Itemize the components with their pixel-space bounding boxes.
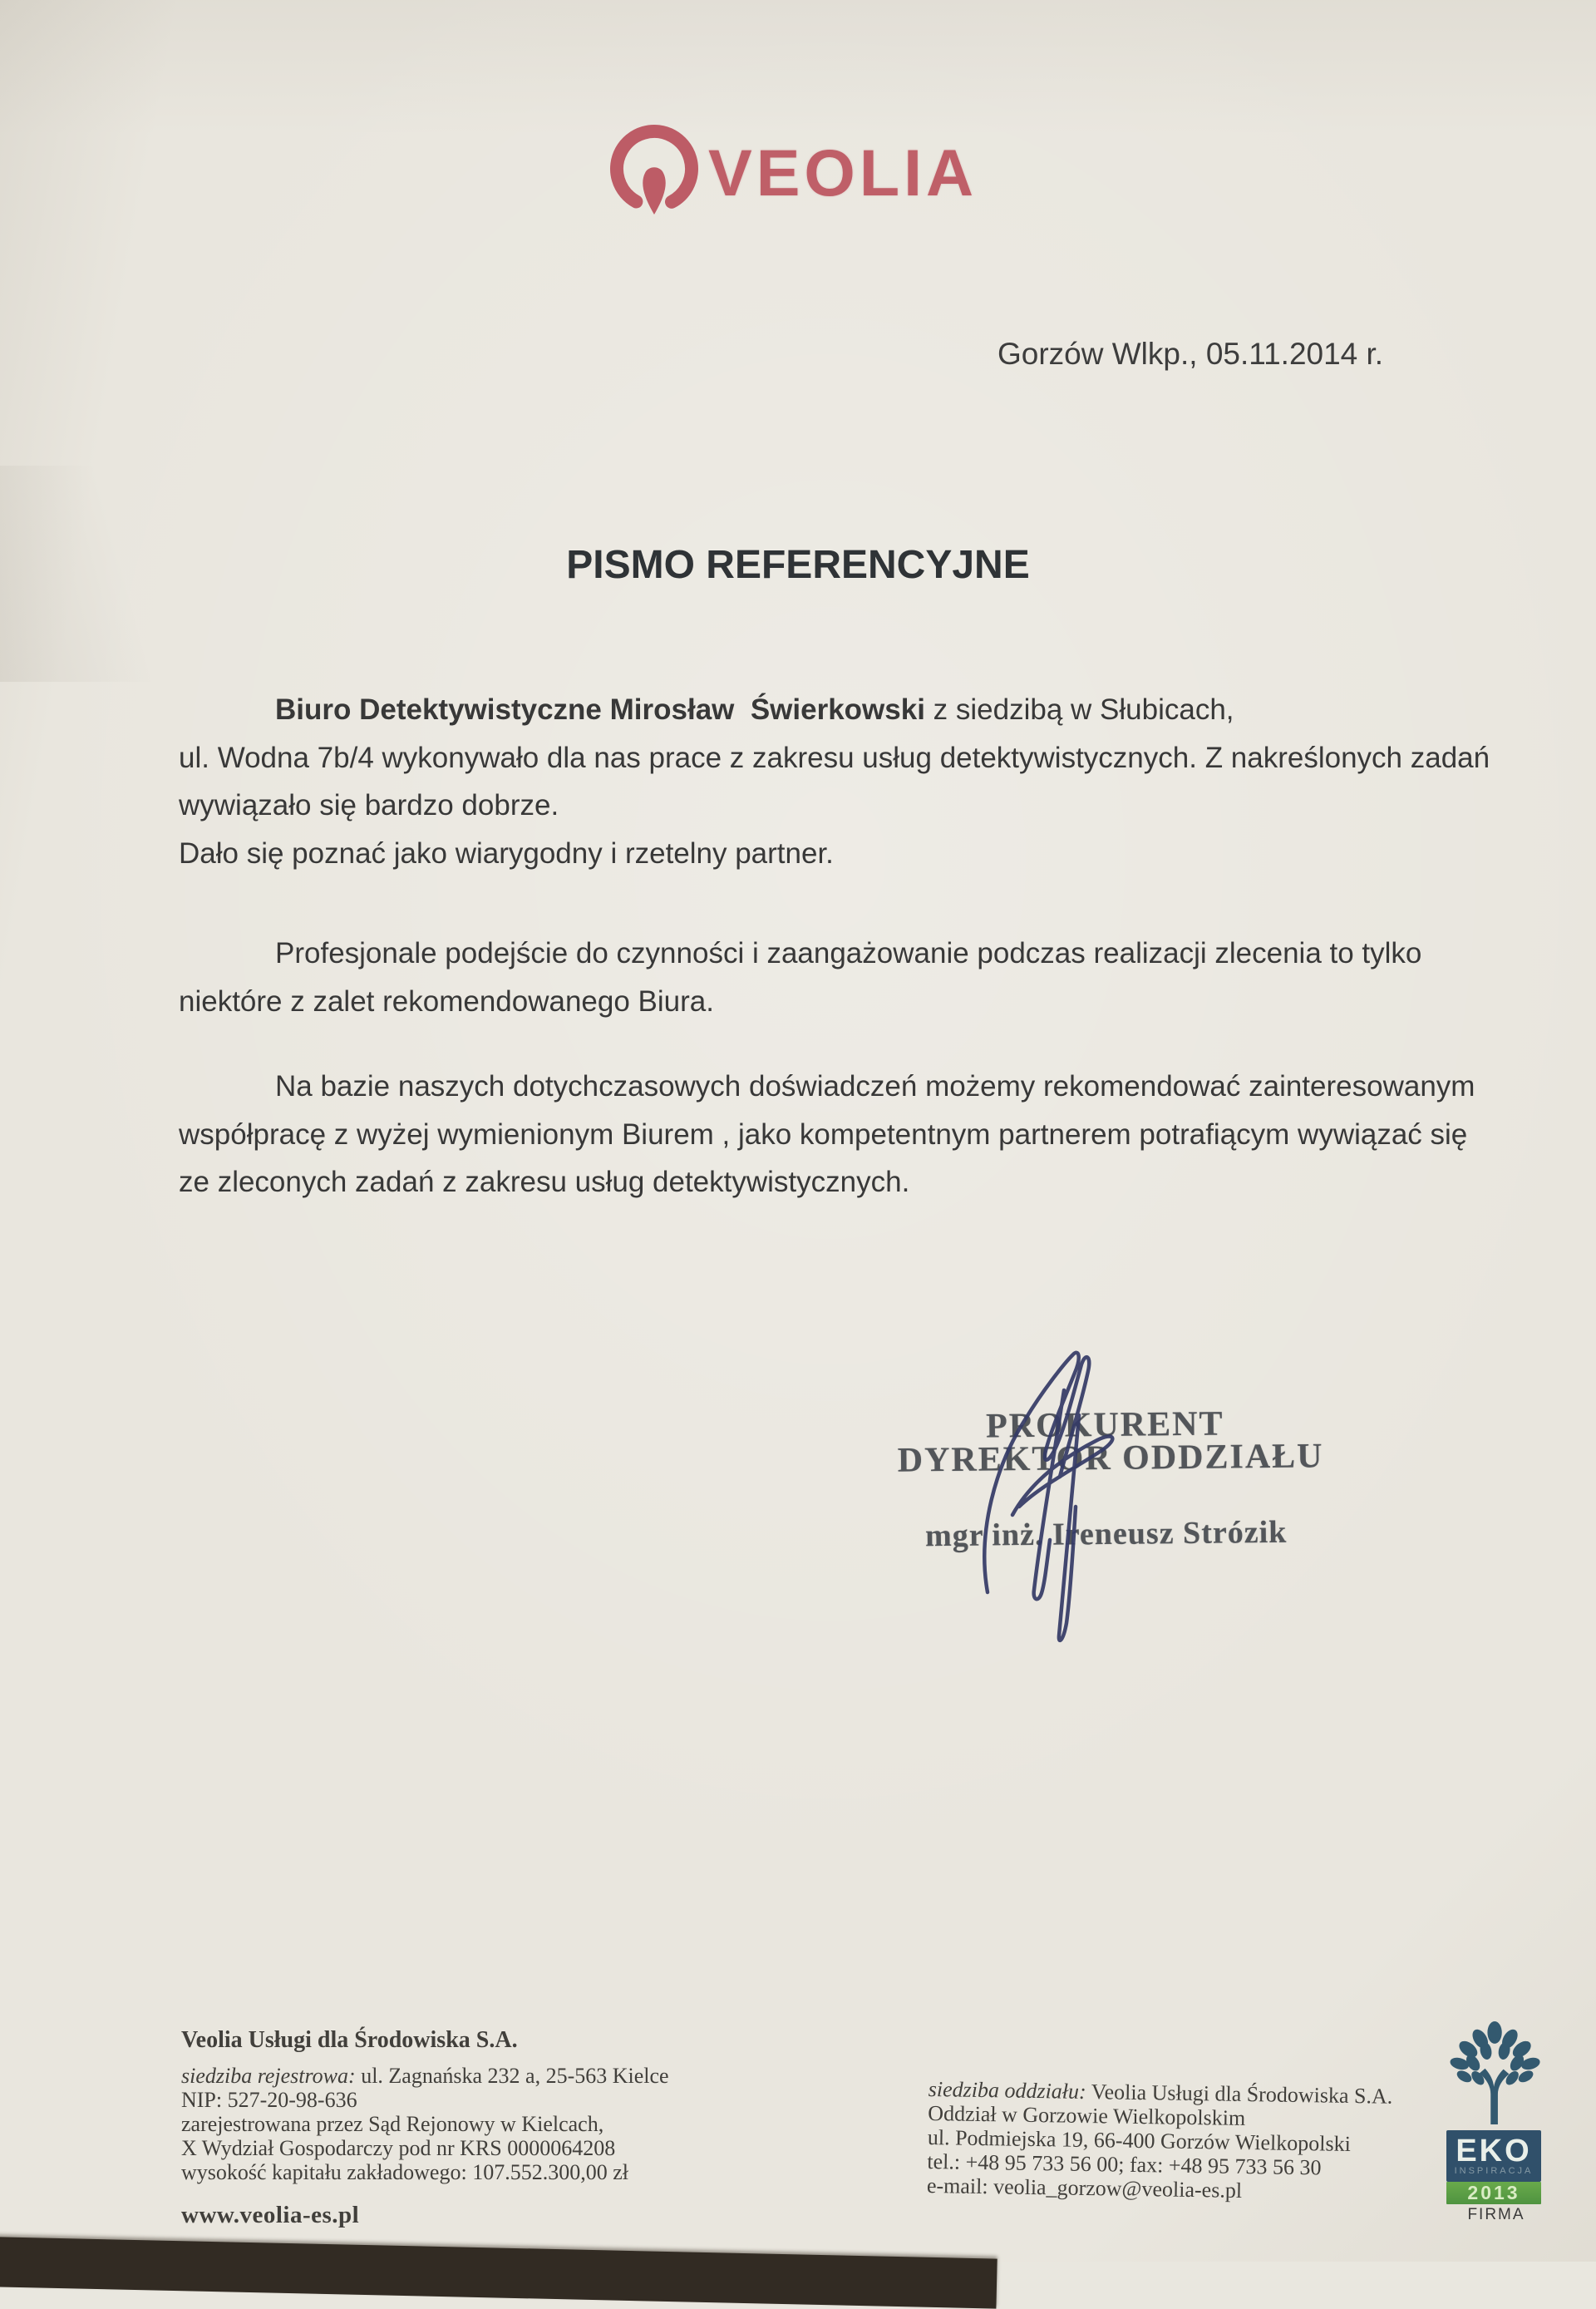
- footer-nip: NIP: 527-20-98-636: [181, 2088, 357, 2112]
- date-line: Gorzów Wlkp., 05.11.2014 r.: [998, 337, 1384, 371]
- paragraph-2: [179, 930, 1421, 1025]
- handwritten-signature-ink: [939, 1339, 1164, 1663]
- eko-year: 2013: [1446, 2182, 1541, 2204]
- veolia-ring-droplet-icon: [602, 116, 710, 224]
- eko-tree-icon: [1446, 2020, 1546, 2124]
- footer-court-line1: zarejestrowana przez Sąd Rejonowy w Kielcach,: [181, 2112, 604, 2136]
- eko-inspiracja-badge: [1446, 2020, 1546, 2224]
- footer-branch-line1: siedziba oddziału: Veolia Usługi dla Środowiska S.A.: [928, 2077, 1393, 2109]
- veolia-logo: [602, 116, 1034, 224]
- footer-branch-line2: Oddział w Gorzowie Wielkopolskim: [928, 2100, 1246, 2130]
- paragraph-3: [179, 1063, 1475, 1206]
- footer-branch-email: e-mail: veolia_gorzow@veolia-es.pl: [926, 2173, 1243, 2203]
- body-line: wywiązało się bardzo dobrze.: [179, 789, 559, 821]
- letter-title: PISMO REFERENCYJNE: [566, 543, 1030, 587]
- veolia-wordmark: VEOLIA: [708, 136, 978, 210]
- footer-court-line2: X Wydział Gospodarczy pod nr KRS 0000064208: [181, 2136, 616, 2160]
- stamp-role-dyrektor: DYREKTOR ODDZIAŁU: [897, 1437, 1324, 1480]
- stamp-role-prokurent: PROKURENT: [985, 1404, 1224, 1446]
- stamp-signatory-name: mgr inż. Ireneusz Strózik: [924, 1514, 1288, 1554]
- body-line: ze zleconych zadań z zakresu usług detektywistycznych.: [179, 1166, 910, 1198]
- company-name-bold: Biuro Detektywistyczne Mirosław Świerkowski: [275, 693, 925, 726]
- paragraph-1: [179, 686, 1490, 877]
- body-line: niektóre z zalet rekomendowanego Biura.: [179, 984, 714, 1018]
- eko-box: [1446, 2130, 1541, 2182]
- body-line: Biuro Detektywistyczne Mirosław Świerkowski z siedzibą w Słubicach,: [275, 693, 1234, 726]
- footer-company-name: Veolia Usługi dla Środowiska S.A.: [181, 2027, 518, 2053]
- footer-registered-office: [181, 2027, 763, 2229]
- body-line: ul. Wodna 7b/4 wykonywało dla nas prace z zakresu usług detektywistycznych. Z nakreślonych zadań: [179, 741, 1490, 774]
- footer-branch-phones: tel.: +48 95 733 56 00; fax: +48 95 733 56 30: [927, 2149, 1322, 2180]
- footer-branch-office: [927, 2077, 1477, 2206]
- paper-crease-shadow: [0, 466, 200, 682]
- body-line: współpracę z wyżej wymienionym Biurem , jako kompetentnym partnerem potrafiącym wywiązać się: [179, 1117, 1468, 1151]
- footer-registered-address: siedziba rejestrowa: ul. Zagnańska 232 a, 25-563 Kielce: [181, 2064, 669, 2088]
- footer-capital: wysokość kapitału zakładowego: 107.552.300,00 zł: [181, 2160, 628, 2184]
- eko-subtitle: INSPIRACJA: [1454, 2166, 1534, 2176]
- body-line: Dało się poznać jako wiarygodny i rzetelny partner.: [179, 836, 834, 870]
- body-line: Profesjonale podejście do czynności i zaangażowanie podczas realizacji zlecenia to tylko: [275, 937, 1422, 969]
- footer-website: www.veolia-es.pl: [181, 2202, 360, 2228]
- eko-firma-label: FIRMA: [1467, 2206, 1525, 2223]
- body-line: Na bazie naszych dotychczasowych doświadczeń możemy rekomendować zainteresowanym: [275, 1070, 1475, 1103]
- footer-branch-address: ul. Podmiejska 19, 66-400 Gorzów Wielkopolski: [927, 2124, 1352, 2156]
- eko-word: EKO: [1456, 2134, 1532, 2168]
